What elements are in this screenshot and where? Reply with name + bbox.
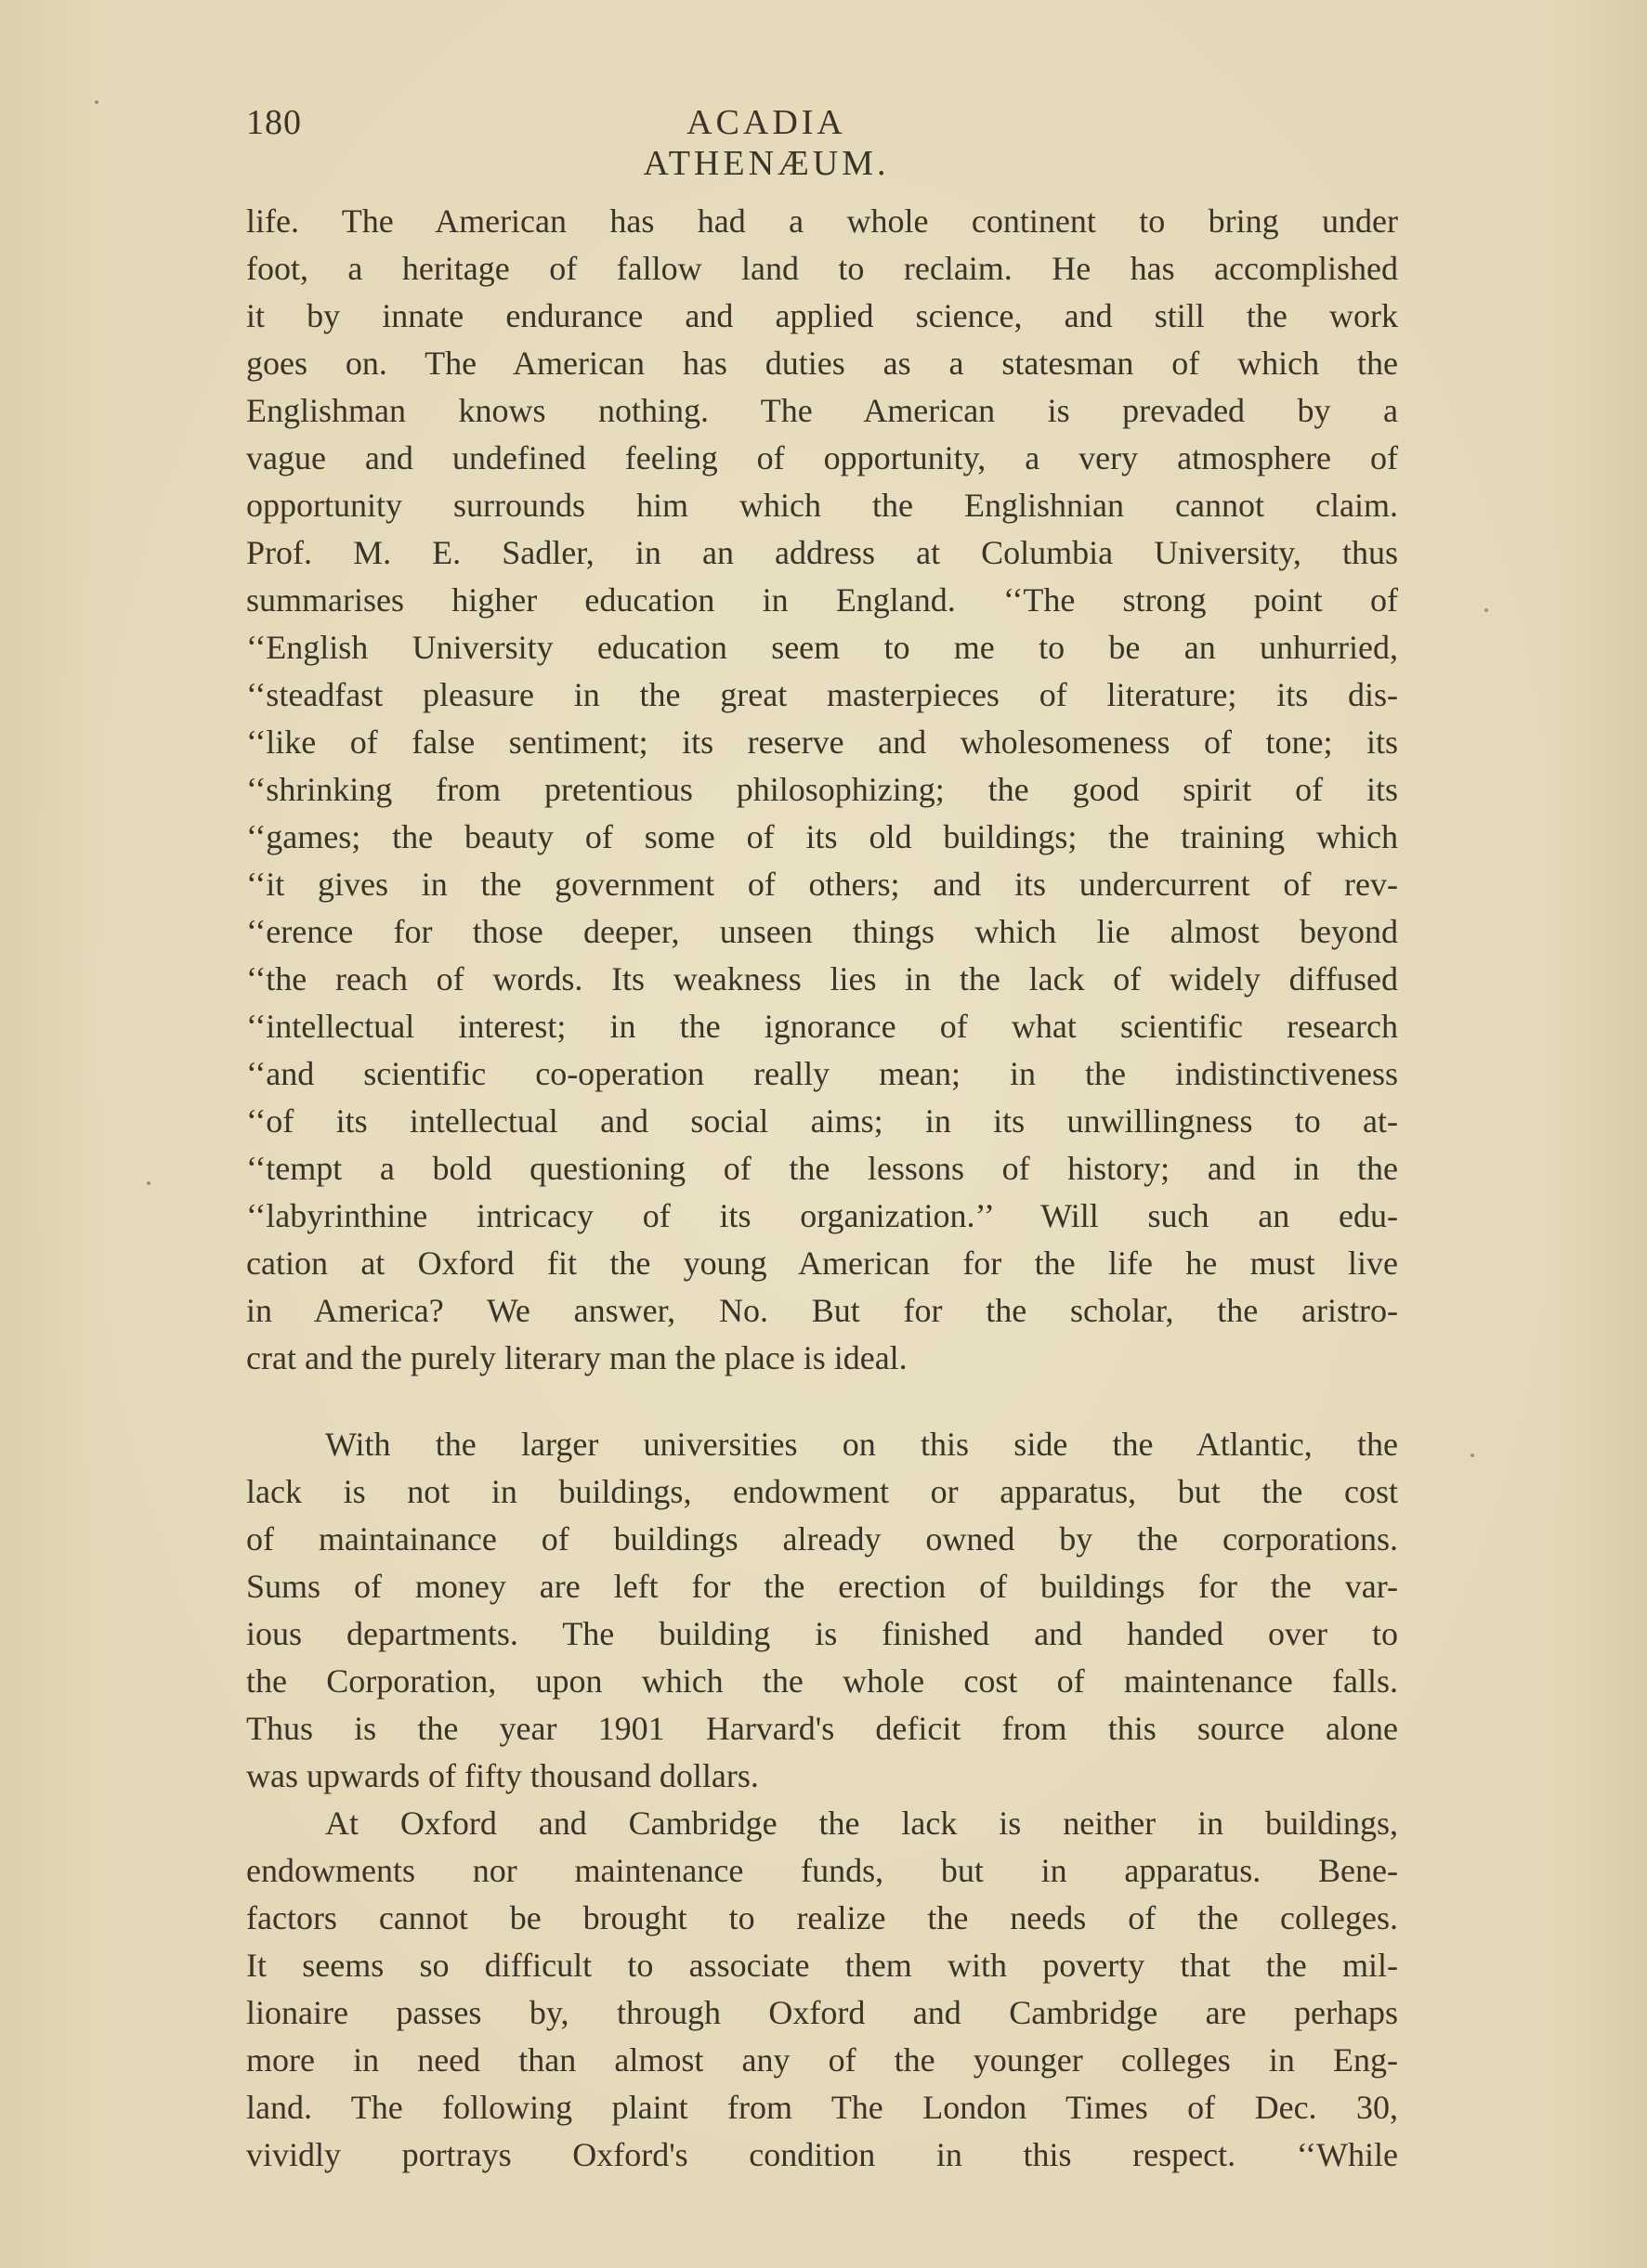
text-line: ‘‘tempt a bold questioning of the lessons of history; and in the [246, 1150, 1398, 1187]
text-line: ‘‘steadfast pleasure in the great masterpieces of literature; its dis- [246, 676, 1398, 713]
text-line: lack is not in buildings, endowment or apparatus, but the cost [246, 1473, 1398, 1510]
text-line: summarises higher education in England. ‘‘The strong point of [246, 581, 1398, 619]
text-line: foot, a heritage of fallow land to reclaim. He has accomplished [246, 250, 1398, 287]
text-line: in America? We answer, No. But for the scholar, the aristro- [246, 1292, 1398, 1329]
text-line: With the larger universities on this side the Atlantic, the [325, 1426, 1398, 1463]
ink-speck [147, 1181, 150, 1185]
text-line: Englishman knows nothing. The American is prevaded by a [246, 392, 1398, 429]
text-line: ‘‘games; the beauty of some of its old buildings; the training which [246, 818, 1398, 855]
text-line: crat and the purely literary man the place is ideal. [246, 1339, 908, 1376]
text-line: of maintainance of buildings already owned by the corporations. [246, 1520, 1398, 1558]
text-line: ‘‘and scientific co-operation really mean; in the indistinctiveness [246, 1055, 1398, 1092]
paragraph-gap [246, 1382, 1398, 1421]
ink-speck [1471, 1453, 1474, 1457]
text-line: ‘‘it gives in the government of others; and its undercurrent of rev- [246, 866, 1398, 903]
text-line: ‘‘like of false sentiment; its reserve and wholesomeness of tone; its [246, 723, 1398, 761]
text-line: vividly portrays Oxford's condition in this respect. ‘‘While [246, 2136, 1398, 2173]
text-line: lionaire passes by, through Oxford and Cambridge are perhaps [246, 1994, 1398, 2031]
text-line: ‘‘labyrinthine intricacy of its organization.’’ Will such an edu- [246, 1197, 1398, 1234]
text-line: Thus is the year 1901 Harvard's deficit from this source alone [246, 1710, 1398, 1747]
page-number: 180 [246, 103, 302, 142]
paragraph [246, 1421, 1398, 1800]
text-line: At Oxford and Cambridge the lack is neither in buildings, [325, 1805, 1398, 1842]
text-line: ‘‘English University education seem to me to be an unhurried, [246, 629, 1398, 666]
body-text [246, 198, 1398, 2179]
text-line: the Corporation, upon which the whole cost of maintenance falls. [246, 1662, 1398, 1700]
text-line: it by innate endurance and applied science, and still the work [246, 297, 1398, 334]
text-line: life. The American has had a whole continent to bring under [246, 202, 1398, 240]
text-line: cation at Oxford fit the young American for the life he must live [246, 1245, 1398, 1282]
text-line: It seems so difficult to associate them with poverty that the mil- [246, 1947, 1398, 1984]
paragraph [246, 1800, 1398, 2179]
text-line: more in need than almost any of the younger colleges in Eng- [246, 2041, 1398, 2079]
text-line: opportunity surrounds him which the Englishnian cannot claim. [246, 487, 1398, 524]
text-line: ‘‘shrinking from pretentious philosophizing; the good spirit of its [246, 771, 1398, 808]
ink-speck [95, 100, 98, 104]
text-line: endowments nor maintenance funds, but in apparatus. Bene- [246, 1852, 1398, 1889]
text-line: ious departments. The building is finished and handed over to [246, 1615, 1398, 1652]
ink-speck [1484, 608, 1488, 612]
page-header [246, 102, 1398, 183]
text-line: land. The following plaint from The London Times of Dec. 30, [246, 2089, 1398, 2126]
paragraph [246, 198, 1398, 1382]
text-line: vague and undefined feeling of opportunity, a very atmosphere of [246, 439, 1398, 476]
text-line: ‘‘intellectual interest; in the ignorance of what scientific research [246, 1008, 1398, 1045]
text-line: Sums of money are left for the erection of buildings for the var- [246, 1568, 1398, 1605]
text-line: goes on. The American has duties as a statesman of which the [246, 345, 1398, 382]
text-line: ‘‘the reach of words. Its weakness lies in the lack of widely diffused [246, 960, 1398, 997]
text-line: ‘‘erence for those deeper, unseen things which lie almost beyond [246, 913, 1398, 950]
text-line: was upwards of fifty thousand dollars. [246, 1757, 759, 1794]
text-line: ‘‘of its intellectual and social aims; in its unwillingness to at- [246, 1102, 1398, 1140]
running-head: ACADIA ATHENÆUM. [643, 103, 890, 183]
text-line: Prof. M. E. Sadler, in an address at Columbia University, thus [246, 534, 1398, 571]
text-line: factors cannot be brought to realize the needs of the colleges. [246, 1899, 1398, 1936]
